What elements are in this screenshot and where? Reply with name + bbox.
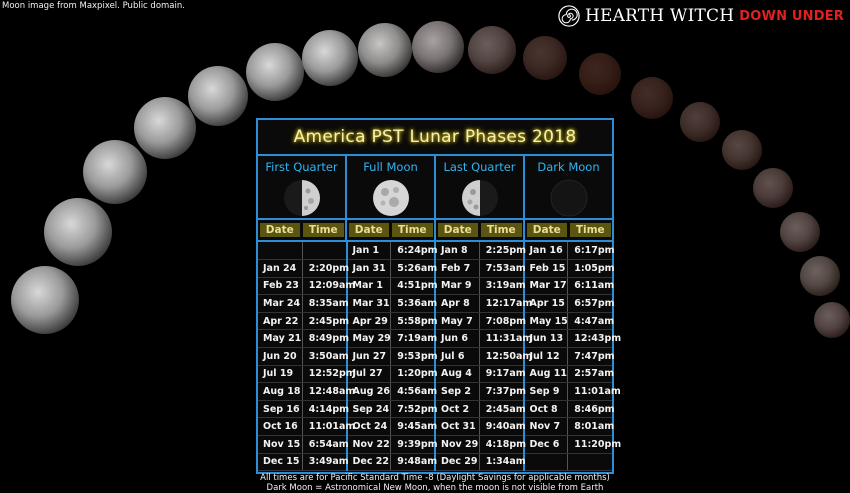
footnote-dark-moon: Dark Moon = Astronomical New Moon, when the moon is not visible from Earth	[266, 483, 604, 493]
table-row	[258, 295, 612, 313]
time-cell: 9:40am	[479, 418, 523, 436]
moon-phase-photo	[188, 66, 248, 126]
image-credit: Moon image from Maxpixel. Public domain.	[2, 1, 185, 11]
time-cell: 9:45am	[391, 418, 435, 436]
eclipse-shadow	[579, 53, 621, 95]
date-cell: Nov 15	[258, 436, 302, 454]
time-cell: 9:53pm	[391, 348, 435, 366]
lunar-phases-panel	[256, 118, 622, 493]
date-cell: Jul 12	[524, 348, 568, 366]
time-cell: 8:35am	[302, 295, 346, 313]
phase-label: First Quarter	[265, 160, 338, 174]
table-row	[258, 436, 612, 454]
time-cell: 7:52pm	[391, 400, 435, 418]
time-cell	[568, 453, 612, 471]
time-cell: 8:46pm	[568, 400, 612, 418]
table-row	[258, 242, 612, 260]
eclipse-shadow	[523, 36, 567, 80]
moon-phase-photo	[44, 198, 112, 266]
table-row	[258, 330, 612, 348]
time-cell: 5:36am	[391, 295, 435, 313]
date-cell: Jul 6	[435, 348, 479, 366]
time-cell: 12:52pm	[302, 365, 346, 383]
time-header-cell	[302, 220, 346, 240]
table-row	[258, 277, 612, 295]
date-cell: Oct 2	[435, 400, 479, 418]
time-cell: 4:51pm	[391, 277, 435, 295]
column-header-group	[436, 220, 525, 240]
eclipse-shadow	[780, 212, 820, 252]
footnote-timezone: All times are for Pacific Standard Time -8 (Daylight Savings for applicable months)	[260, 473, 610, 484]
time-cell: 3:50am	[302, 348, 346, 366]
phase-first-quarter	[258, 156, 347, 218]
date-cell: Jan 24	[258, 260, 302, 278]
date-header-cell	[258, 220, 302, 240]
date-cell: May 7	[435, 312, 479, 330]
date-cell: Mar 31	[347, 295, 391, 313]
moon-phase-photo	[302, 30, 358, 86]
date-cell: Jun 6	[435, 330, 479, 348]
date-cell: Mar 24	[258, 295, 302, 313]
last-quarter-moon-icon	[459, 177, 501, 219]
time-cell: 3:19am	[479, 277, 523, 295]
date-cell: Apr 15	[524, 295, 568, 313]
time-cell: 7:08pm	[479, 312, 523, 330]
time-cell: 2:20pm	[302, 260, 346, 278]
time-cell: 9:17am	[479, 365, 523, 383]
eclipse-shadow	[358, 23, 412, 77]
eclipse-shadow	[722, 130, 762, 170]
time-cell: 1:34am	[479, 453, 523, 471]
time-cell: 12:09am	[302, 277, 346, 295]
time-cell: 4:47am	[568, 312, 612, 330]
date-cell: May 29	[347, 330, 391, 348]
date-cell: Mar 9	[435, 277, 479, 295]
date-cell: Sep 16	[258, 400, 302, 418]
date-cell: Mar 1	[347, 277, 391, 295]
date-cell: Dec 15	[258, 453, 302, 471]
time-cell: 9:48am	[391, 453, 435, 471]
column-header-group	[525, 220, 612, 240]
time-cell: 1:05pm	[568, 260, 612, 278]
time-cell: 1:20pm	[391, 365, 435, 383]
date-cell: Sep 2	[435, 383, 479, 401]
date-cell: Jan 8	[435, 242, 479, 260]
date-cell: Aug 11	[524, 365, 568, 383]
table-row	[258, 348, 612, 366]
date-cell: Aug 18	[258, 383, 302, 401]
table-row	[258, 418, 612, 436]
date-cell: Oct 24	[347, 418, 391, 436]
time-cell: 2:45am	[479, 400, 523, 418]
date-cell: Feb 23	[258, 277, 302, 295]
eclipse-shadow	[412, 21, 464, 73]
time-cell: 7:37pm	[479, 383, 523, 401]
phase-label: Last Quarter	[443, 160, 516, 174]
time-cell: 6:54am	[302, 436, 346, 454]
date-cell: Jan 1	[347, 242, 391, 260]
phase-label: Full Moon	[363, 160, 418, 174]
eclipse-shadow	[753, 168, 793, 208]
column-header-group	[347, 220, 436, 240]
time-header-cell	[480, 220, 524, 240]
phase-header-row	[258, 154, 612, 220]
date-cell: Jul 27	[347, 365, 391, 383]
time-header: Time	[392, 223, 433, 237]
footnotes	[258, 471, 612, 493]
panel-title: America PST Lunar Phases 2018	[293, 127, 577, 147]
eclipse-shadow	[468, 26, 516, 74]
date-cell: Aug 4	[435, 365, 479, 383]
date-header-cell	[436, 220, 480, 240]
time-cell: 11:20pm	[568, 436, 612, 454]
time-cell: 2:25pm	[479, 242, 523, 260]
time-cell: 12:50am	[479, 348, 523, 366]
time-cell: 12:48am	[302, 383, 346, 401]
phase-times-table	[258, 242, 622, 471]
time-cell: 12:17am	[479, 295, 523, 313]
date-header: Date	[349, 223, 389, 237]
table-row	[258, 400, 612, 418]
time-header: Time	[303, 223, 344, 237]
first-quarter-moon-icon	[281, 177, 323, 219]
time-cell: 4:14pm	[302, 400, 346, 418]
eclipse-shadow	[631, 77, 673, 119]
date-cell: May 21	[258, 330, 302, 348]
moon-phase-photo	[83, 140, 147, 204]
date-cell: Nov 7	[524, 418, 568, 436]
date-cell: Nov 29	[435, 436, 479, 454]
date-cell: Mar 17	[524, 277, 568, 295]
date-cell: Oct 8	[524, 400, 568, 418]
time-cell: 5:26am	[391, 260, 435, 278]
table-row	[258, 260, 612, 278]
date-header-cell	[525, 220, 569, 240]
time-cell: 2:57am	[568, 365, 612, 383]
date-header: Date	[260, 223, 300, 237]
time-header: Time	[570, 223, 611, 237]
time-header-cell	[569, 220, 613, 240]
time-cell: 12:43pm	[568, 330, 612, 348]
date-cell: Nov 22	[347, 436, 391, 454]
date-header: Date	[438, 223, 478, 237]
time-cell: 4:18pm	[479, 436, 523, 454]
date-cell: Dec 29	[435, 453, 479, 471]
table-row	[258, 312, 612, 330]
time-cell: 3:49am	[302, 453, 346, 471]
moon-phase-photo	[246, 43, 304, 101]
time-cell: 4:56am	[391, 383, 435, 401]
date-cell	[258, 242, 302, 260]
date-cell: Dec 6	[524, 436, 568, 454]
table-row	[258, 365, 612, 383]
date-cell: Jun 13	[524, 330, 568, 348]
date-cell: Feb 15	[524, 260, 568, 278]
date-cell: May 15	[524, 312, 568, 330]
eclipse-shadow	[800, 256, 840, 296]
date-cell: Jul 19	[258, 365, 302, 383]
brand-name: HEARTH WITCH	[584, 6, 735, 26]
date-cell: Apr 29	[347, 312, 391, 330]
phase-dark-moon	[525, 156, 612, 218]
date-cell: Jun 20	[258, 348, 302, 366]
date-cell: Apr 8	[435, 295, 479, 313]
date-cell	[524, 453, 568, 471]
date-cell: Oct 31	[435, 418, 479, 436]
table-row	[258, 383, 612, 401]
date-cell: Aug 26	[347, 383, 391, 401]
moon-phase-photo	[11, 266, 79, 334]
full-moon-icon	[370, 177, 412, 219]
time-header-cell	[391, 220, 435, 240]
time-cell: 7:19am	[391, 330, 435, 348]
time-cell: 6:17pm	[568, 242, 612, 260]
time-cell: 6:11am	[568, 277, 612, 295]
time-cell	[302, 242, 346, 260]
time-header: Time	[481, 223, 522, 237]
date-cell: Jan 16	[524, 242, 568, 260]
column-header-group	[258, 220, 347, 240]
time-cell: 7:53am	[479, 260, 523, 278]
time-cell: 5:58pm	[391, 312, 435, 330]
moon-phase-photo	[134, 97, 196, 159]
column-header-row	[258, 220, 612, 242]
date-cell: Sep 9	[524, 383, 568, 401]
time-cell: 11:01am	[302, 418, 346, 436]
date-cell: Apr 22	[258, 312, 302, 330]
date-cell: Jan 31	[347, 260, 391, 278]
time-cell: 6:24pm	[391, 242, 435, 260]
brand-subtitle: DOWN UNDER	[739, 8, 844, 24]
phase-label: Dark Moon	[537, 160, 600, 174]
dark-moon-icon	[548, 177, 590, 219]
date-header: Date	[527, 223, 567, 237]
phase-full-moon	[347, 156, 436, 218]
time-cell: 7:47pm	[568, 348, 612, 366]
time-cell: 2:45pm	[302, 312, 346, 330]
date-cell: Jun 27	[347, 348, 391, 366]
time-cell: 11:31am	[479, 330, 523, 348]
eclipse-shadow	[814, 302, 850, 338]
date-cell: Sep 24	[347, 400, 391, 418]
eclipse-shadow	[680, 102, 720, 142]
time-cell: 6:57pm	[568, 295, 612, 313]
date-cell: Feb 7	[435, 260, 479, 278]
phase-last-quarter	[436, 156, 525, 218]
date-header-cell	[347, 220, 391, 240]
time-cell: 9:39pm	[391, 436, 435, 454]
date-cell: Dec 22	[347, 453, 391, 471]
time-cell: 8:49pm	[302, 330, 346, 348]
time-cell: 8:01am	[568, 418, 612, 436]
table-row	[258, 453, 612, 471]
time-cell: 11:01am	[568, 383, 612, 401]
date-cell: Oct 16	[258, 418, 302, 436]
